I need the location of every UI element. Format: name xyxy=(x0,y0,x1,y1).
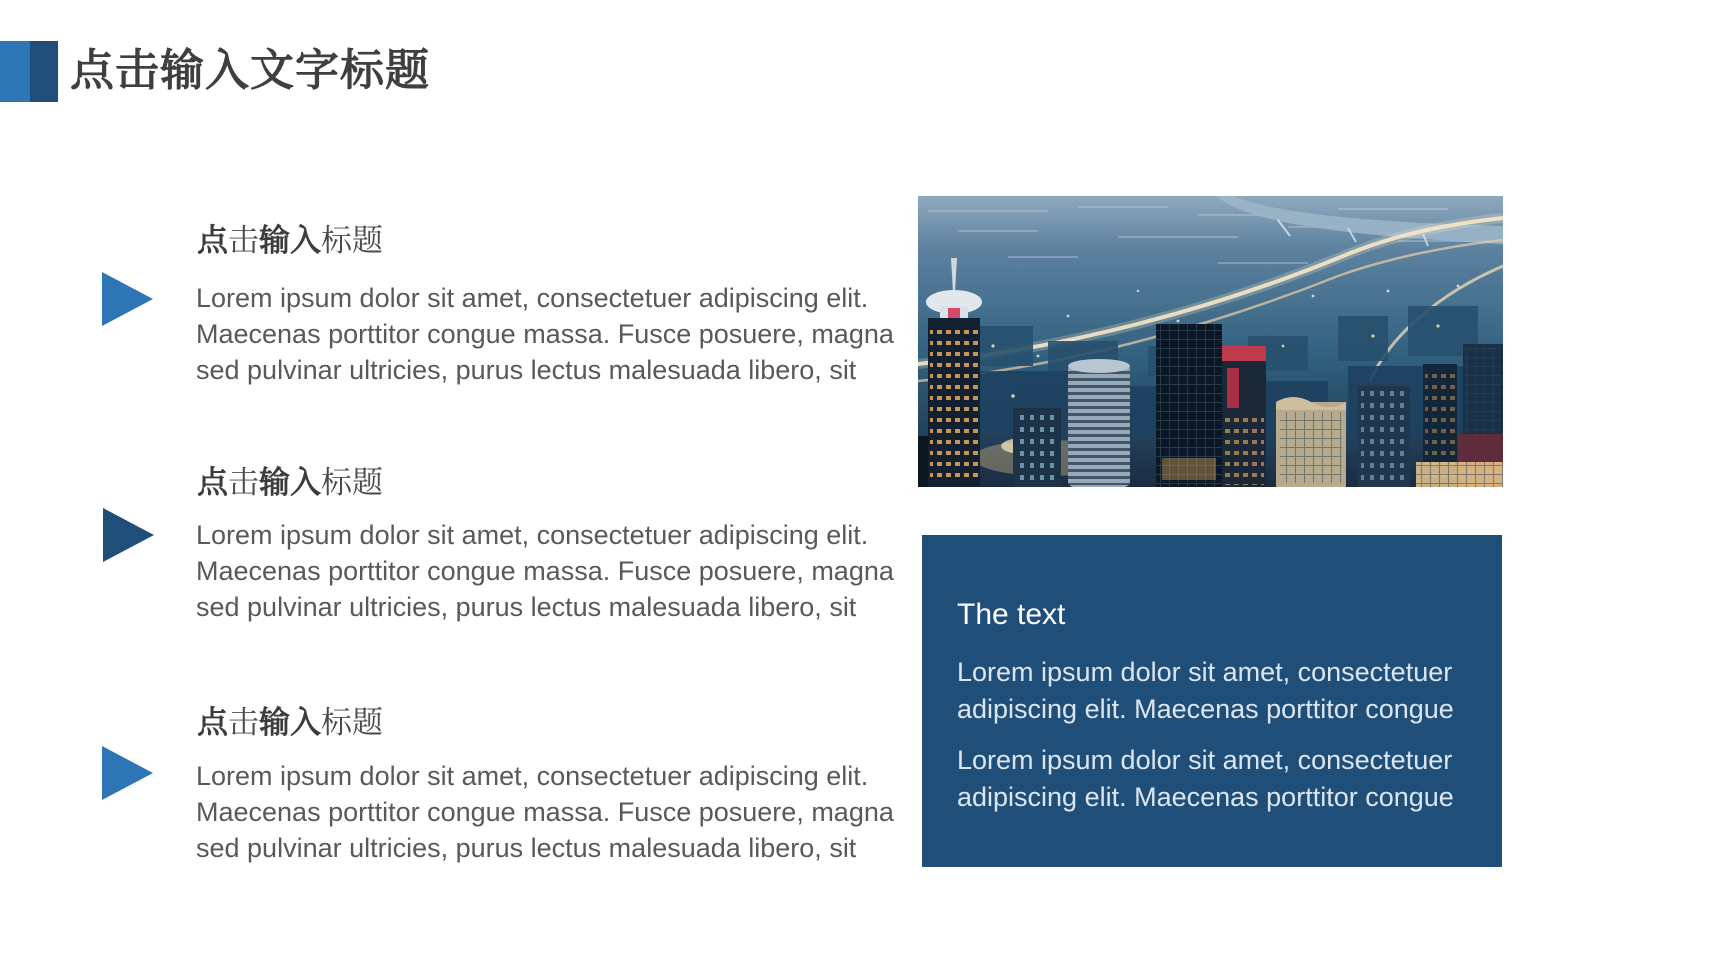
heading-segment: 输入 xyxy=(259,465,321,500)
text-box[interactable] xyxy=(922,535,1502,867)
body-line: Lorem ipsum dolor sit amet, consectetuer xyxy=(957,657,1453,687)
section-2-body-placeholder[interactable] xyxy=(196,517,894,625)
body-line: Maecenas porttitor congue massa. Fusce posuere, magna xyxy=(196,319,894,349)
heading-segment: 点 xyxy=(197,223,228,258)
city-photo[interactable] xyxy=(918,196,1503,487)
section-3-body-placeholder[interactable] xyxy=(196,758,894,866)
section-3-heading-placeholder[interactable] xyxy=(197,702,383,744)
title-accent-light-bar xyxy=(0,41,30,102)
body-line: Maecenas porttitor congue massa. Fusce posuere, magna xyxy=(196,556,894,586)
heading-segment: 标题 xyxy=(321,223,383,258)
triangle-right-icon xyxy=(102,272,153,326)
section-1-body-placeholder[interactable] xyxy=(196,280,894,388)
body-line: adipiscing elit. Maecenas porttitor congue xyxy=(957,782,1454,812)
triangle-right-icon xyxy=(103,508,154,562)
triangle-right-icon xyxy=(102,746,153,800)
body-line: Lorem ipsum dolor sit amet, consectetuer adipiscing elit. xyxy=(196,520,869,550)
heading-segment: 输入 xyxy=(259,223,321,258)
text-box-heading[interactable]: The text xyxy=(957,598,1066,631)
body-line: Lorem ipsum dolor sit amet, consectetuer xyxy=(957,745,1453,775)
text-box-paragraph xyxy=(957,654,1472,728)
body-line: adipiscing elit. Maecenas porttitor congue xyxy=(957,694,1454,724)
body-line: Lorem ipsum dolor sit amet, consectetuer adipiscing elit. xyxy=(196,283,869,313)
heading-segment: 击 xyxy=(228,705,259,740)
section-2-heading-placeholder[interactable] xyxy=(197,462,383,504)
body-line: Lorem ipsum dolor sit amet, consectetuer adipiscing elit. xyxy=(196,761,869,791)
body-line: Maecenas porttitor congue massa. Fusce posuere, magna xyxy=(196,797,894,827)
slide-title-placeholder[interactable]: 点击输入文字标题 xyxy=(70,46,430,95)
heading-segment: 标题 xyxy=(321,705,383,740)
heading-segment: 击 xyxy=(228,223,259,258)
heading-segment: 点 xyxy=(197,465,228,500)
title-accent-dark-bar xyxy=(30,41,58,102)
body-line: sed pulvinar ultricies, purus lectus malesuada libero, sit xyxy=(196,355,857,385)
heading-segment: 输入 xyxy=(259,705,321,740)
body-line: sed pulvinar ultricies, purus lectus malesuada libero, sit xyxy=(196,833,857,863)
section-1-heading-placeholder[interactable] xyxy=(197,220,383,262)
body-line: sed pulvinar ultricies, purus lectus malesuada libero, sit xyxy=(196,592,857,622)
text-box-paragraph xyxy=(957,742,1472,816)
heading-segment: 击 xyxy=(228,465,259,500)
heading-segment: 点 xyxy=(197,705,228,740)
heading-segment: 标题 xyxy=(321,465,383,500)
